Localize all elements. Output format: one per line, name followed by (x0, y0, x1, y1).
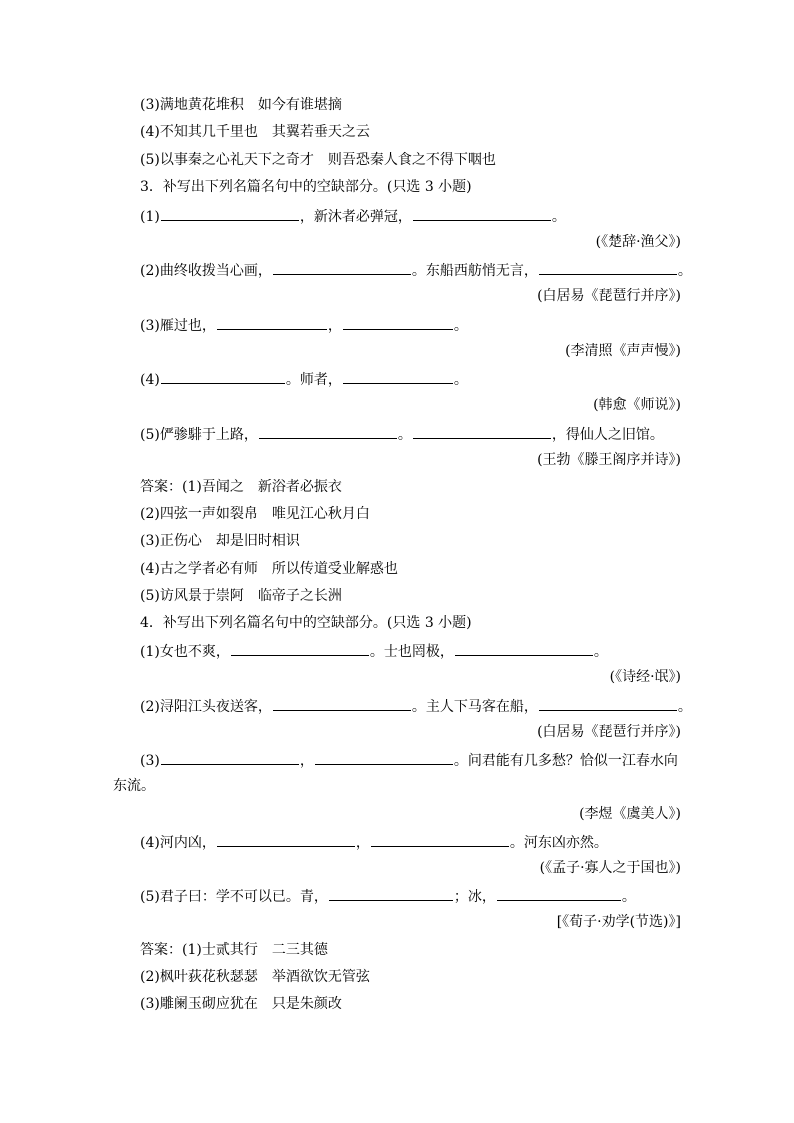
q3-item-4-mid: 。师者， (285, 372, 342, 388)
fill-blank[interactable] (539, 696, 677, 711)
fill-blank[interactable] (455, 641, 593, 656)
q3-item-5-post: ，得仙人之旧馆。 (551, 427, 664, 443)
prev-answer-3: (3)满地黄花堆积 如今有谁堪摘 (140, 97, 342, 113)
fill-blank[interactable] (161, 369, 285, 384)
q4-item-2-pre: (2)浔阳江头夜送客， (140, 699, 272, 715)
q4-item-3-mid: ， (299, 753, 314, 769)
q4-item-3-source: (李煜《虞美人》) (579, 806, 681, 822)
q4-item-4-mid: ， (355, 835, 370, 851)
q3-item-3-mid: ， (327, 318, 342, 334)
q4-item-2 (140, 696, 692, 716)
q3-item-4 (140, 369, 468, 389)
q4-item-4 (140, 832, 608, 852)
q4-answer-3: (3)雕阑玉砌应犹在 只是朱颜改 (140, 996, 342, 1012)
q4-item-1-post: 。 (593, 644, 608, 660)
q3-answer-5: (5)访风景于崇阿 临帝子之长洲 (140, 588, 342, 604)
fill-blank[interactable] (343, 315, 453, 330)
q3-item-2-source: (白居易《琵琶行并序》) (537, 288, 681, 304)
q4-item-2-source: (白居易《琵琶行并序》) (537, 724, 681, 740)
q4-item-3 (140, 750, 678, 770)
fill-blank[interactable] (371, 832, 509, 847)
q4-item-4-post: 。河东凶亦然。 (509, 835, 608, 851)
fill-blank[interactable] (315, 750, 453, 765)
q3-item-1-pre: (1) (140, 209, 160, 225)
q3-item-5-mid: 。 (397, 427, 412, 443)
q3-item-1-source: (《楚辞·渔父》) (595, 234, 681, 250)
fill-blank[interactable] (343, 369, 453, 384)
q3-item-3-source: (李清照《声声慢》) (565, 343, 681, 359)
q3-item-3-post: 。 (453, 318, 468, 334)
q3-item-2-mid: 。东船西舫悄无言， (411, 263, 538, 279)
q4-answer-2: (2)枫叶荻花秋瑟瑟 举酒欲饮无管弦 (140, 969, 370, 985)
q3-item-1-mid: ，新沐者必弹冠， (299, 209, 412, 225)
q4-item-2-post: 。 (677, 699, 692, 715)
fill-blank[interactable] (329, 886, 453, 901)
fill-blank[interactable] (539, 260, 677, 275)
q4-item-5-source: [《荀子·劝学(节选)》] (556, 914, 681, 930)
q4-item-3-pre: (3) (140, 753, 160, 769)
fill-blank[interactable] (161, 750, 299, 765)
q3-item-2-pre: (2)曲终收拨当心画， (140, 263, 272, 279)
q3-item-4-post: 。 (453, 372, 468, 388)
prev-answer-4: (4)不知其几千里也 其翼若垂天之云 (140, 124, 370, 140)
q4-item-5-post: 。 (621, 889, 636, 905)
q4-item-1-pre: (1)女也不爽， (140, 644, 230, 660)
q4-item-4-pre: (4)河内凶， (140, 835, 216, 851)
q3-answer-4: (4)古之学者必有师 所以传道受业解惑也 (140, 561, 398, 577)
q3-heading: 3．补写出下列名篇名句中的空缺部分。(只选 3 小题) (140, 179, 472, 195)
q3-answer-label: 答案：(1)吾闻之 新浴者必振衣 (140, 479, 342, 495)
q3-item-1 (140, 206, 566, 226)
q4-item-5-mid: ；冰， (453, 889, 496, 905)
fill-blank[interactable] (259, 424, 397, 439)
prev-answer-5: (5)以事秦之心礼天下之奇才 则吾恐秦人食之不得下咽也 (140, 152, 496, 168)
q3-answer-2: (2)四弦一声如裂帛 唯见江心秋月白 (140, 506, 370, 522)
q3-item-3 (140, 315, 468, 335)
q3-item-1-post: 。 (551, 209, 566, 225)
fill-blank[interactable] (217, 315, 327, 330)
fill-blank[interactable] (413, 424, 551, 439)
q3-item-4-pre: (4) (140, 372, 160, 388)
q4-item-1-source: (《诗经·氓》) (609, 669, 681, 685)
fill-blank[interactable] (231, 641, 369, 656)
q3-item-4-source: (韩愈《师说》) (593, 397, 681, 413)
fill-blank[interactable] (497, 886, 621, 901)
q4-heading: 4．补写出下列名篇名句中的空缺部分。(只选 3 小题) (140, 615, 472, 631)
q3-item-5 (140, 424, 664, 444)
q4-item-4-source: (《孟子·寡人之于国也》) (539, 860, 681, 876)
q3-item-5-source: (王勃《滕王阁序并诗》) (537, 452, 681, 468)
q4-answer-label: 答案：(1)士贰其行 二三其德 (140, 942, 328, 958)
fill-blank[interactable] (413, 206, 551, 221)
fill-blank[interactable] (273, 696, 411, 711)
q4-item-5 (140, 886, 636, 906)
q4-item-2-mid: 。主人下马客在船， (411, 699, 538, 715)
fill-blank[interactable] (217, 832, 355, 847)
q4-item-3-post: 。问君能有几多愁？恰似一江春水向 (453, 753, 678, 769)
q3-item-2 (140, 260, 692, 280)
q4-item-1-mid: 。士也罔极， (369, 644, 454, 660)
fill-blank[interactable] (161, 206, 299, 221)
q3-answer-3: (3)正伤心 却是旧时相识 (140, 533, 300, 549)
q4-item-1 (140, 641, 608, 661)
fill-blank[interactable] (273, 260, 411, 275)
q3-item-2-post: 。 (677, 263, 692, 279)
q3-item-3-pre: (3)雁过也， (140, 318, 216, 334)
q3-item-5-pre: (5)俨骖騑于上路， (140, 427, 258, 443)
q4-item-5-pre: (5)君子曰：学不可以已。青， (140, 889, 328, 905)
q4-item-3-continuation: 东流。 (113, 778, 155, 794)
